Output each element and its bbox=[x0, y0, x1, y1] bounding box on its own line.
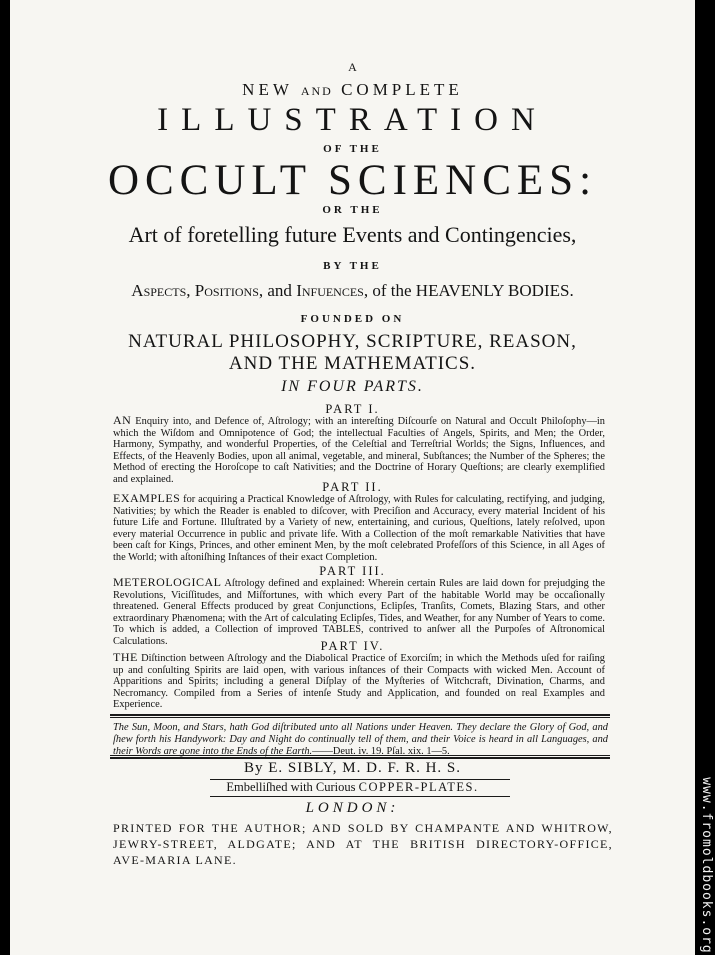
part-1-heading: PART I. bbox=[325, 402, 380, 416]
title-new-and-complete bbox=[10, 80, 695, 100]
part-2-body: for acquiring a Practical Knowledge of Aſtrology, with Rules for calculating, rectifying, and judging, Nativities; by which the Reader is enabled to diſcover, with Preciſion and Accuracy, every material Incident of his future Life and Fortune. Illuſtrated by a Variety of new, entertaining, and curious, Queſtions, lately reſolved, upon every material Occurrence in public and private life. With a Collection of the moſt remarkable Nativities that have been caſt for Kings, Princes, and other eminent Men, by the moſt celebrated Profeſſors of this Science, in all Ages of the World; with aſtoniſhing Inſtances of their exact Completion. bbox=[113, 494, 605, 563]
title-word-complete: COMPLETE bbox=[341, 80, 463, 99]
title-word-and: AND bbox=[300, 84, 333, 98]
embellished-line bbox=[10, 780, 695, 795]
embellished-text: Embelliſhed with Curious bbox=[226, 780, 359, 794]
author-line: By E. SIBLY, M. D. F. R. H. S. bbox=[243, 760, 462, 776]
part-1-body: Enquiry into, and Defence of, Aſtrology; with an intereſting Diſcourſe on Natural and Occult Philoſophy—in which the Wiſdom and Omnipotence of God; the intellectual Faculties of Angels, Spirits, and Men; the Order, Harmony, Sympathy, and wonderful Properties, of the Celeſtial and Terreſtrial Worlds; the Signs, Influences, and Effects, of the Heavenly Bodies, upon all animal, vegetable, and mineral, Subſtances; the Number of the Spheres; the Method of erecting the Horoſcope to caſt Nativities; and the Doctrine of Horary Queſtions; are clearly exemplified and explained. bbox=[113, 416, 605, 485]
part-2-text bbox=[113, 493, 605, 563]
imprint-printed-for: PRINTED FOR THE AUTHOR; AND SOLD BY CHAMPANTE AND WHITROW, JEWRY-STREET, ALDGATE; AND AT THE BRITISH DIRECTORY-OFFICE, AVE-MARIA LANE. bbox=[113, 821, 613, 867]
title-natural-line-2: AND THE MATHEMATICS. bbox=[228, 353, 477, 374]
title-in-four-parts: IN FOUR PARTS. bbox=[281, 378, 424, 395]
watermark-text: www.fromoldbooks.org bbox=[698, 776, 714, 954]
aspects-of-the: of the bbox=[368, 281, 416, 300]
title-occult-sciences: OCCULT SCIENCES: bbox=[107, 157, 598, 204]
quote-citation: ——Deut. iv. 19. Pſal. xix. 1—5. bbox=[312, 745, 450, 757]
imprint-london: LONDON: bbox=[305, 800, 400, 816]
title-word-new: NEW bbox=[242, 80, 293, 99]
title-aspects-line bbox=[10, 281, 695, 301]
aspects-influences: Infuences, bbox=[296, 281, 369, 300]
title-of-the: OF THE bbox=[323, 143, 382, 155]
rule-above-quote bbox=[110, 714, 610, 716]
title-page bbox=[10, 0, 695, 955]
part-1-text bbox=[113, 415, 605, 485]
part-3-lead: METEROLOGICAL bbox=[113, 575, 222, 589]
part-4-heading: PART IV. bbox=[320, 639, 385, 653]
quote-text: The Sun, Moon, and Stars, hath God diſtributed unto all Nations under Heaven. They declare the Glory of God, and ſhew forth his Handywork: Day and Night do continually tell of them, and their Voice is heard in all Languages, and their Words are gone into the Ends of the Earth. bbox=[113, 722, 608, 757]
part-4-lead: THE bbox=[113, 650, 138, 664]
part-2-heading: PART II. bbox=[322, 480, 383, 494]
rule-above-quote-thin bbox=[110, 717, 610, 718]
title-subtitle: Art of foretelling future Events and Contingencies, bbox=[128, 222, 577, 247]
title-illustration: ILLUSTRATION bbox=[157, 102, 548, 138]
part-4-text bbox=[113, 652, 605, 711]
aspects-heavenly-bodies: HEAVENLY BODIES. bbox=[415, 281, 574, 300]
rule-below-embellished bbox=[210, 796, 510, 797]
title-founded-on: FOUNDED ON bbox=[300, 313, 405, 325]
title-natural-line-1: NATURAL PHILOSOPHY, SCRIPTURE, REASON, bbox=[128, 331, 577, 352]
part-3-heading: PART III. bbox=[319, 564, 386, 578]
aspects-positions: Aspects, Positions, bbox=[131, 281, 264, 300]
part-3-text bbox=[113, 577, 605, 647]
embellished-copper-plates: COPPER-PLATES. bbox=[358, 780, 479, 794]
aspects-and: and bbox=[263, 281, 297, 300]
scripture-quote bbox=[113, 722, 608, 757]
title-by-the: BY THE bbox=[323, 260, 382, 272]
rule-below-quote bbox=[110, 755, 610, 756]
title-article: A bbox=[348, 60, 357, 74]
part-1-lead: AN bbox=[113, 413, 132, 427]
title-or-the: OR THE bbox=[322, 204, 383, 216]
part-4-body: Diſtinction between Aſtrology and the Diabolical Practice of Exorciſm; in which the Methods uſed for raiſing up and conſulting Spirits are laid open, with various inſtances of their Compacts with wicked Men. Account of Apparitions and Spirits; including a general Diſplay of the Myſteries of Witchcraft, Divination, Charms, and Necromancy. Compiled from a Series of intenſe Study and Application, and founded on real Examples and Experience. bbox=[113, 653, 605, 710]
part-2-lead: EXAMPLES bbox=[113, 491, 181, 505]
watermark bbox=[697, 776, 715, 954]
part-3-body: Aſtrology defined and explained: Wherein certain Rules are laid down for prejudging the Revolutions, Viciſſitudes, and Miſfortunes, with which every Part of the habitable World may be occaſionally threatened. General Effects produced by great Conjunctions, Eclipſes, Tranſits, Comets, Blazing Stars, and other extraordinary Phænomena; with the Art of calculating Eclipſes, Tides, and Weather, for any Number of Years to come. To which is added, a Collection of improved TABLES, contrived to anſwer all the Purpoſes of Aſtronomical Calculations. bbox=[113, 578, 605, 647]
rule-below-quote-thick bbox=[110, 757, 610, 759]
